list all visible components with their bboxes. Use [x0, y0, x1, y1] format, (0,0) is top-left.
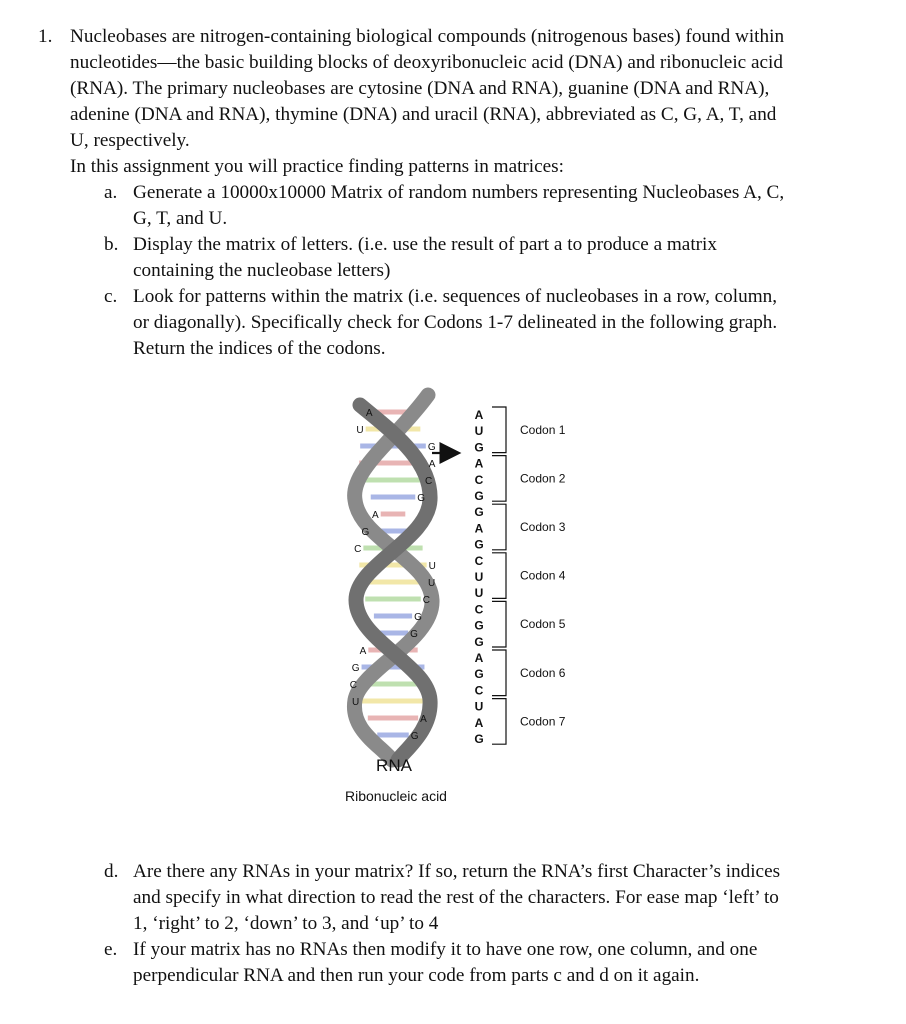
intro-line: In this assignment you will practice finding patterns in matrices:	[70, 156, 564, 177]
helix-letter: G	[351, 663, 360, 674]
sequence-letter: G	[474, 634, 484, 649]
part-c-line: Look for patterns within the matrix (i.e. sequences of nucleobases in a row, column,	[133, 286, 778, 307]
part-c-line: Return the indices of the codons.	[133, 338, 386, 359]
sequence-letter: A	[474, 715, 484, 730]
intro-line: adenine (DNA and RNA), thymine (DNA) and uracil (RNA), abbreviated as C, G, A, T, and	[70, 104, 777, 125]
sequence-letter: C	[474, 602, 484, 617]
codon-label: Codon 1	[520, 422, 566, 437]
part-d-line: 1, ‘right’ to 2, ‘down’ to 3, and ‘up’ to 4	[133, 913, 439, 934]
sequence-letter: G	[474, 537, 484, 552]
helix-letter: A	[428, 459, 436, 470]
codon-label: Codon 5	[520, 617, 566, 632]
sequence-letter: U	[474, 570, 484, 584]
intro-line: nucleotides—the basic building blocks of deoxyribonucleic acid (DNA) and ribonucleic acid	[70, 52, 783, 73]
question-number: 1.	[38, 26, 53, 47]
part-b-line: Display the matrix of letters. (i.e. use the result of part a to produce a matrix	[133, 234, 717, 255]
helix-letter: G	[417, 493, 426, 504]
helix-letter: G	[410, 629, 418, 640]
helix-letter: U	[352, 697, 360, 708]
sequence-letter: A	[474, 521, 484, 536]
helix-letter: A	[359, 646, 367, 657]
sequence-letter: C	[474, 472, 484, 487]
part-d-line: and specify in what direction to read the rest of the characters. For ease map ‘left’ to	[133, 887, 779, 908]
sequence-letter: A	[474, 456, 484, 471]
sequence-letter: U	[474, 586, 484, 601]
part-a-line: G, T, and U.	[133, 208, 228, 229]
sequence-letter: C	[474, 553, 484, 568]
codon-labels	[520, 423, 566, 729]
sequence-letter: G	[474, 618, 484, 633]
codon-label: Codon 7	[520, 714, 566, 729]
sequence-letter: G	[474, 489, 484, 503]
helix-letter: U	[428, 561, 436, 572]
helix-letter: A	[420, 714, 427, 725]
sequence-letter: G	[474, 667, 484, 682]
part-label-e: e.	[104, 939, 118, 960]
helix-letter: U	[356, 425, 364, 436]
codon-bracket	[492, 407, 506, 453]
helix-letter: C	[424, 476, 433, 487]
codon-label: Codon 3	[520, 520, 566, 534]
codon-bracket	[492, 504, 506, 550]
figure-subtitle: Ribonucleic acid	[345, 788, 447, 804]
part-a-line: Generate a 10000x10000 Matrix of random numbers representing Nucleobases A, C,	[133, 182, 785, 203]
part-d-line: Are there any RNAs in your matrix? If so, return the RNA’s first Character’s indices	[133, 861, 781, 882]
helix-letter: C	[349, 680, 358, 691]
codon-label: Codon 4	[520, 568, 566, 583]
part-b-line: containing the nucleobase letters)	[133, 260, 391, 281]
sequence-letter: A	[474, 408, 484, 422]
helix-letter: C	[354, 544, 362, 555]
codon-bracket	[492, 699, 506, 745]
helix-letter: G	[410, 731, 419, 742]
sequence-letter: G	[474, 505, 484, 520]
sequence-letters	[474, 408, 483, 746]
part-label-c: c.	[104, 286, 118, 307]
sequence-letter: C	[474, 683, 484, 698]
codon-bracket	[492, 553, 506, 599]
helix-letter: U	[428, 578, 436, 589]
intro-line: U, respectively.	[70, 130, 190, 151]
codon-label: Codon 6	[520, 665, 566, 680]
sequence-letter: G	[474, 732, 484, 746]
intro-line: Nucleobases are nitrogen-containing biological compounds (nitrogenous bases) found within	[70, 26, 785, 47]
codon-label: Codon 2	[520, 471, 566, 486]
part-c-line: or diagonally). Specifically check for Codons 1-7 delineated in the following graph.	[133, 312, 778, 333]
helix-letter: G	[414, 612, 422, 623]
helix-letter: A	[365, 408, 373, 419]
intro-line: (RNA). The primary nucleobases are cytosine (DNA and RNA), guanine (DNA and RNA),	[70, 78, 770, 99]
codon-brackets	[492, 407, 506, 744]
sequence-letter: G	[474, 440, 484, 455]
part-label-b: b.	[104, 234, 119, 255]
sequence-letter: A	[474, 651, 484, 665]
helix-letter: G	[361, 527, 370, 538]
part-label-a: a.	[104, 182, 118, 203]
part-label-d: d.	[104, 861, 119, 882]
part-e-line: perpendicular RNA and then run your code from parts c and d on it again.	[133, 965, 700, 986]
codon-bracket	[492, 601, 506, 647]
helix-letter: C	[422, 595, 431, 606]
codon-bracket	[492, 650, 506, 696]
helix-letter: G	[427, 442, 436, 453]
helix-letter: A	[372, 510, 379, 521]
part-e-line: If your matrix has no RNAs then modify it to have one row, one column, and one	[133, 939, 758, 960]
codon-bracket	[492, 456, 506, 502]
figure-title: RNA	[376, 756, 412, 775]
sequence-letter: U	[474, 699, 484, 714]
sequence-letter: U	[474, 424, 484, 439]
